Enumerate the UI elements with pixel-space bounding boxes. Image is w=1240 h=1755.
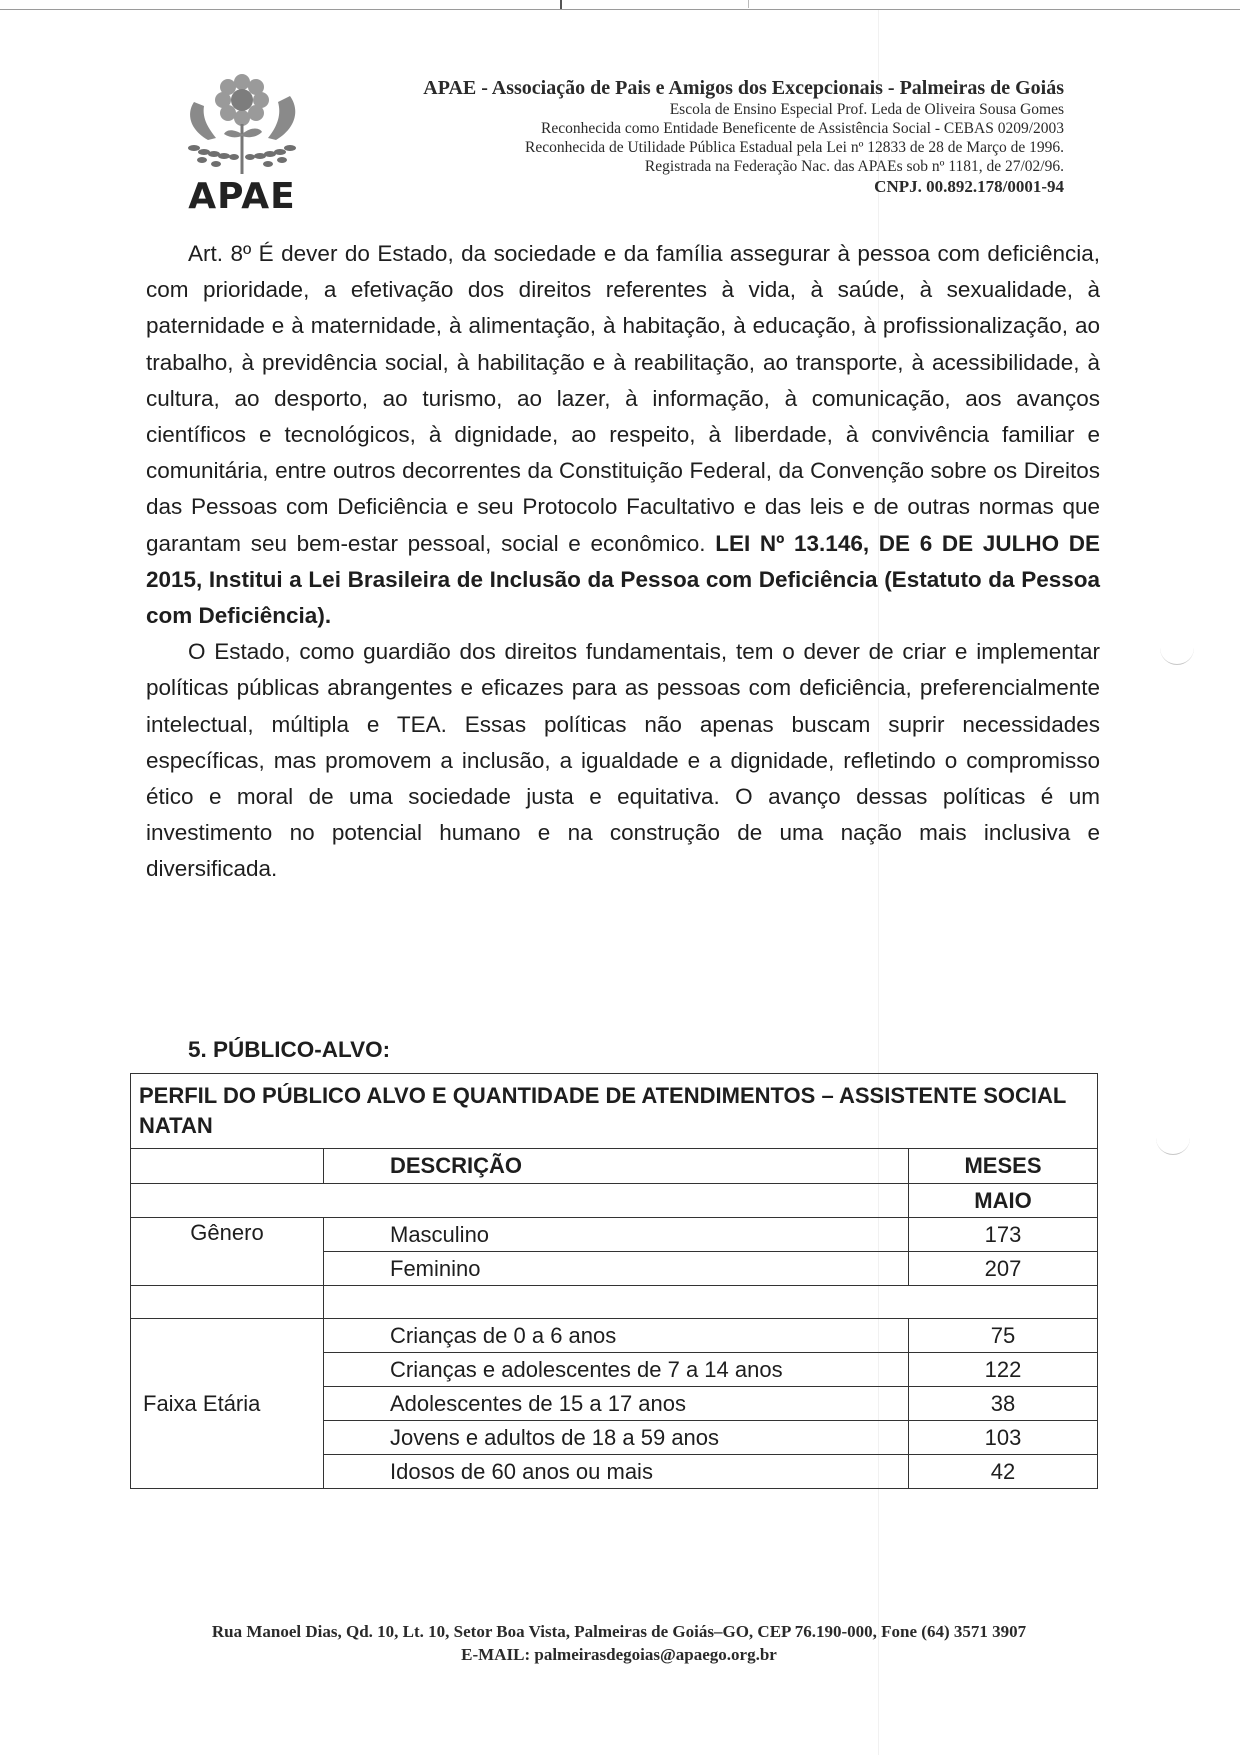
- article-text: Art. 8º É dever do Estado, da sociedade e da família assegurar à pessoa com deficiência, com prioridade, a efetivação dos direitos referentes à vida, à saúde, à sexualidade, à paternidade e à maternidade, à alimentação, à habitação, à educação, à profissionalização, ao trabalho, à previdência social, à habilitação e à reabilitação, ao transporte, à acessibilidade, à cultura, ao desporto, ao turismo, ao lazer, à informação, à comunicação, aos avanços científicos e tecnológicos, à dignidade, ao respeito, à liberdade, à convivência familiar e comunitária, entre outros decorrentes da Constituição Federal, da Convenção sobre os Direitos das Pessoas com Deficiência e seu Protocolo Facultativo e das leis e de outras normas que garantam seu bem-estar pessoal, social e econômico.: [146, 241, 1100, 556]
- page-footer: [130, 1620, 1108, 1666]
- footer-email: E-MAIL: palmeirasdegoias@apaego.org.br: [461, 1645, 777, 1664]
- column-header-description: DESCRIÇÃO: [324, 1149, 909, 1184]
- row-label: Idosos de 60 anos ou mais: [324, 1455, 909, 1489]
- row-label: Crianças de 0 a 6 anos: [324, 1319, 909, 1353]
- row-label: Jovens e adultos de 18 a 59 anos: [324, 1421, 909, 1455]
- letterhead-line: Escola de Ensino Especial Prof. Leda de Oliveira Sousa Gomes: [669, 101, 1064, 118]
- punch-hole-mark: [1160, 640, 1194, 665]
- row-value: 75: [909, 1319, 1098, 1353]
- row-value: 42: [909, 1455, 1098, 1489]
- letterhead-line: Registrada na Federação Nac. das APAEs sob nº 1181, de 27/02/96.: [644, 158, 1064, 175]
- month-row: [131, 1184, 1098, 1218]
- table-row: [131, 1218, 1098, 1252]
- paragraph-state-duty: O Estado, como guardião dos direitos fundamentais, tem o dever de criar e implementar políticas públicas abrangentes e eficazes para as pessoas com deficiência, preferencialmente intelectual, múltipla e TEA. Essas políticas não apenas buscam suprir necessidades específicas, mas promovem a inclusão, a igualdade e a dignidade, refletindo o compromisso ético e moral de uma sociedade justa e equitativa. O avanço dessas políticas é um investimento no potencial humano e na construção de uma nação mais inclusiva e diversificada.: [146, 639, 1100, 882]
- empty-cell: [131, 1149, 324, 1184]
- spacer-row: [131, 1286, 1098, 1319]
- paragraph-article-8: [146, 236, 1100, 634]
- table-header-row: [131, 1149, 1098, 1184]
- document-body: [146, 236, 1100, 888]
- row-value: 207: [909, 1252, 1098, 1286]
- empty-cell: [131, 1184, 909, 1218]
- row-value: 173: [909, 1218, 1098, 1252]
- row-label: Masculino: [324, 1218, 909, 1252]
- law-citation: LEI Nº 13.146, DE 6 DE JULHO DE 2015, Institui a Lei Brasileira de Inclusão da Pessoa com Deficiência (Estatuto da Pessoa com Deficiência).: [146, 530, 1100, 629]
- organization-name: APAE - Associação de Pais e Amigos dos Excepcionais - Palmeiras de Goiás: [423, 77, 1064, 99]
- logo-wordmark: APAE: [188, 176, 296, 217]
- row-value: 122: [909, 1353, 1098, 1387]
- letterhead-line: Reconhecida de Utilidade Pública Estadual pela Lei nº 12833 de 28 de Março de 1996.: [525, 139, 1064, 156]
- row-label: Feminino: [324, 1252, 909, 1286]
- section-heading: 5. PÚBLICO-ALVO:: [188, 1037, 391, 1062]
- table-row: [131, 1319, 1098, 1353]
- apae-logo: [172, 68, 312, 218]
- scan-mark: [748, 0, 749, 8]
- row-label: Crianças e adolescentes de 7 a 14 anos: [324, 1353, 909, 1387]
- category-gender: Gênero: [131, 1218, 324, 1286]
- row-value: 103: [909, 1421, 1098, 1455]
- footer-address: Rua Manoel Dias, Qd. 10, Lt. 10, Setor Boa Vista, Palmeiras de Goiás–GO, CEP 76.190-000, Fone (64) 3571 3907: [211, 1622, 1027, 1641]
- row-label: Adolescentes de 15 a 17 anos: [324, 1387, 909, 1421]
- month-label: MAIO: [909, 1184, 1098, 1218]
- page-top-edge: [0, 9, 1240, 10]
- letterhead: [423, 76, 1064, 198]
- flower-hands-icon: [172, 68, 312, 176]
- target-audience-table: [130, 1073, 1098, 1489]
- empty-cell: [324, 1286, 1098, 1319]
- empty-cell: [131, 1286, 324, 1319]
- punch-hole-mark: [1156, 1130, 1190, 1155]
- cnpj: CNPJ. 00.892.178/0001-94: [874, 177, 1064, 196]
- column-header-months: MESES: [909, 1149, 1098, 1184]
- category-age-range: Faixa Etária: [131, 1319, 324, 1489]
- row-value: 38: [909, 1387, 1098, 1421]
- scan-mark: [560, 0, 562, 9]
- letterhead-line: Reconhecida como Entidade Beneficente de Assistência Social - CEBAS 0209/2003: [541, 120, 1064, 137]
- table-title: PERFIL DO PÚBLICO ALVO E QUANTIDADE DE ATENDIMENTOS – ASSISTENTE SOCIAL NATAN: [131, 1074, 1098, 1149]
